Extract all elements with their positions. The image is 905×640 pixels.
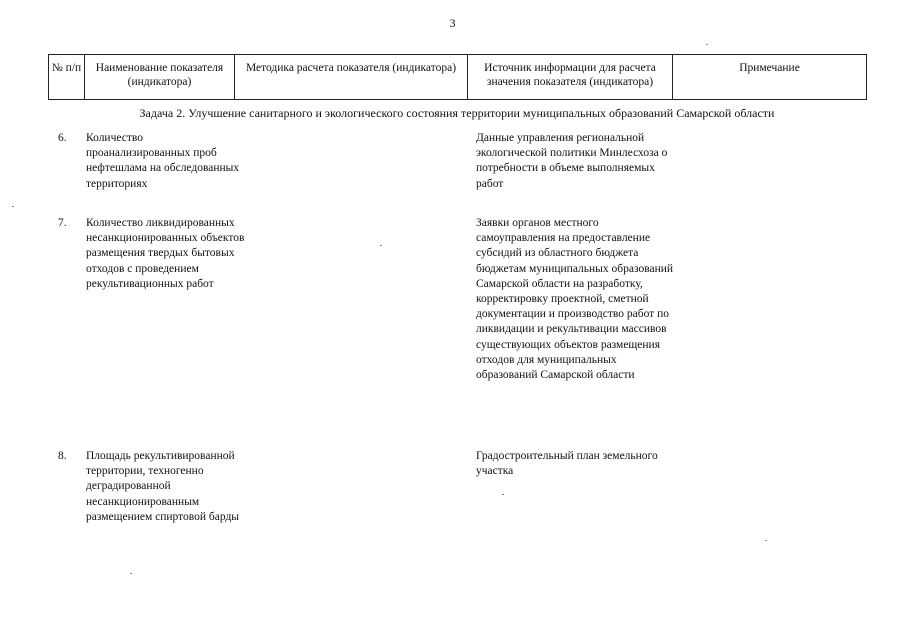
header-indicator-name: Наименование показателя (индикатора): [85, 55, 235, 100]
row-number: 8.: [58, 450, 67, 462]
indicator-name: Количество ликвидированных несанкционированных объектов размещения твердых бытовых отходов с проведением рекультивационных работ: [86, 217, 245, 290]
indicator-name: Площадь рекультивированной территории, техногенно деградированной несанкционированным размещением спиртовой барды: [86, 450, 240, 523]
header-calculation-method: Методика расчета показателя (индикатора): [235, 55, 468, 100]
information-source: Данные управления региональной экологической политики Минлесхоза о потребности в объеме выполняемых работ: [476, 132, 668, 190]
information-source: Заявки органов местного самоуправления на предоставление субсидий из областного бюджета бюджетам муниципальных образований Самарской области на разработку, корректировку проектной, сметной документации и производство работ по ликвидации и рекультивации массивов существующих объектов размещения отходов для муниципальных образований Самарской области: [476, 217, 674, 382]
header-information-source: Источник информации для расчета значения показателя (индикатора): [468, 55, 673, 100]
scan-speck: [130, 573, 132, 574]
scan-speck: [502, 494, 504, 495]
scan-speck: [380, 245, 382, 246]
indicator-name: Количество проанализированных проб нефтешлама на обследованных территориях: [86, 132, 240, 190]
task-title: Задача 2. Улучшение санитарного и экологического состояния территории муниципальных образований Самарской области: [139, 106, 775, 120]
indicator-table-header: [48, 54, 867, 100]
scan-speck: [765, 540, 767, 541]
scan-speck: [12, 206, 14, 207]
scan-speck: [706, 44, 708, 45]
information-source: Градостроительный план земельного участка: [476, 450, 658, 478]
header-number: № п/п: [49, 55, 85, 100]
header-note: Примечание: [673, 55, 867, 100]
row-number: 7.: [58, 217, 67, 229]
page-number: 3: [449, 16, 456, 30]
row-number: 6.: [58, 132, 67, 144]
